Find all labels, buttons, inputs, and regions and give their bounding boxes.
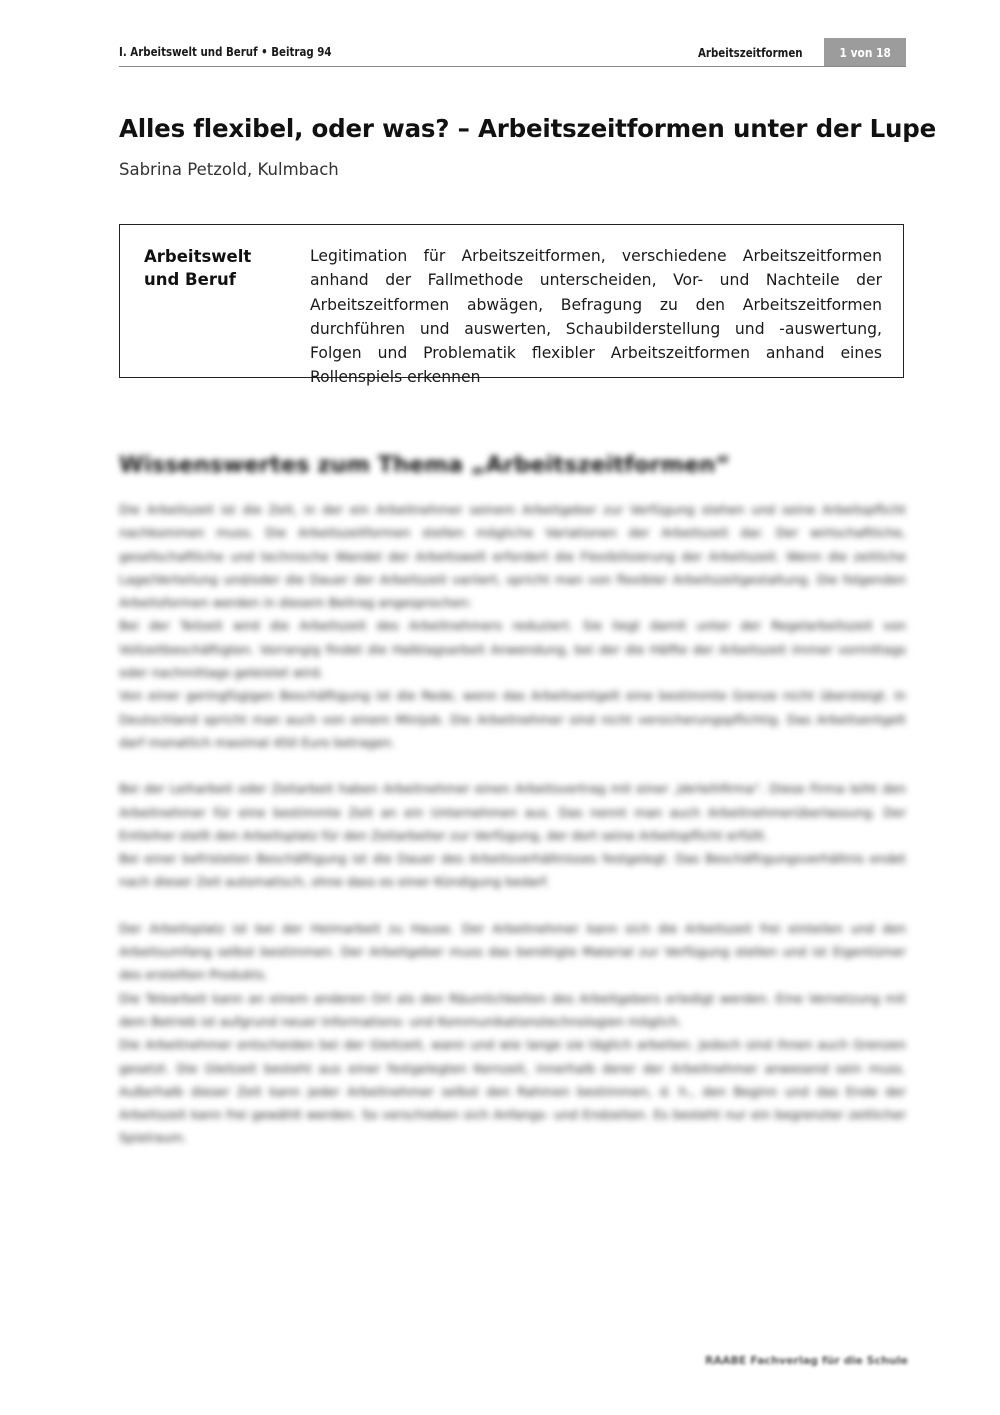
competency-box bbox=[119, 224, 904, 387]
page-counter-text: 1 von 18 bbox=[839, 44, 891, 60]
body-paragraph: Bei einer befristeten Beschäftigung ist die Dauer des Arbeitsverhältnisses festgelegt. Das Beschäftigungsverhältnis endet nach dieser Zeit automatisch, ohne dass es einer Kündigung bedarf. bbox=[119, 851, 906, 890]
publisher-footer: RAABE Fachverlag für die Schule bbox=[705, 1354, 908, 1367]
page-header bbox=[119, 38, 906, 67]
body-paragraph: Die Telearbeit kann an einem anderen Ort als den Räumlichkeiten des Arbeitgebers erledigt werden. Eine Vernetzung mit dem Betrieb ist aufgrund neuer Informations- und Kommunikationstechnologien möglich. bbox=[119, 990, 906, 1029]
body-paragraph: Der Arbeitsplatz ist bei der Heimarbeit zu Hause. Der Arbeitnehmer kann sich die Arbeitszeit frei einteilen und den Arbeitsumfang selbst bestimmen. Der Arbeitgeber muss das benötigte Material zur Verfügung stellen und ist Eigentümer des erstellten Produkts. bbox=[119, 920, 906, 983]
series-label: I. Arbeitswelt und Beruf • Beitrag 94 bbox=[119, 44, 332, 59]
body-paragraph: Bei der Leiharbeit oder Zeitarbeit haben Arbeitnehmer einen Arbeitsvertrag mit einer „Verleihfirma“. Diese Firma leiht den Arbeitnehmer für eine bestimmte Zeit an ein Unternehmen aus. Das nennt man auch Arbeitnehmerüberlassung. Der Entleiher stellt den Arbeitsplatz für den Zeitarbeiter zur Verfügung, der dort seine Arbeitspflicht erfüllt. bbox=[119, 781, 906, 843]
competency-area bbox=[144, 245, 284, 291]
body-paragraph: Von einer geringfügigen Beschäftigung ist die Rede, wenn das Arbeitsentgelt eine bestimmte Grenze nicht übersteigt. In Deutschland spricht man auch von einem Minijob. Die Arbeitnehmer sind nicht versicherungspflichtig. Das Arbeitsentgelt darf monatlich maximal 450 Euro betragen. bbox=[119, 688, 906, 750]
competency-area-line2: und Beruf bbox=[144, 270, 236, 289]
body-paragraph: Die Arbeitszeit ist die Zeit, in der ein Arbeitnehmer seinem Arbeitgeber zur Verfügung stehen und seine Arbeitspflicht nachkommen muss. Die Arbeitszeitformen stellen mögliche Variationen der Arbeitszeit dar. Der wirtschaftliche, gesellschaftliche und technische Wandel der Arbeitswelt erfordert die Flexibilisierung der Arbeitszeit. Wenn die zeitliche Lage/Verteilung und/oder die Dauer der Arbeitszeit variiert, spricht man von flexibler Arbeitszeitgestaltung. Die folgenden Arbeitsformen werden in diesem Beitrag angesprochen: bbox=[119, 502, 906, 611]
topic-label: Arbeitszeitformen bbox=[698, 45, 803, 60]
section-heading: Wissenswertes zum Thema „Arbeitszeitformen“ bbox=[119, 452, 731, 478]
competency-description: Legitimation für Arbeitszeitformen, verschiedene Arbeitszeitformen anhand der Fallmethode unterscheiden, Vor- und Nachteile der Arbeitszeitformen abwägen, Befragung zu den Arbeitszeitformen durchführen und auswerten, Schaubilderstellung und -auswertung, Folgen und Problematik flexibler Arbeitszeitformen anhand eines Rollenspiels erkennen bbox=[310, 247, 882, 387]
paragraph-gap bbox=[119, 894, 906, 917]
page-counter bbox=[824, 38, 906, 66]
author-line: Sabrina Petzold, Kulmbach bbox=[119, 160, 339, 179]
blurred-preview-section bbox=[119, 452, 906, 1150]
document-title: Alles flexibel, oder was? – Arbeitszeitformen unter der Lupe bbox=[119, 114, 936, 143]
competency-area-line1: Arbeitswelt bbox=[144, 247, 252, 266]
body-paragraph: Die Arbeitnehmer entscheiden bei der Gleitzeit, wann und wie lange sie täglich arbeiten. Jedoch sind ihnen auch Grenzen gesetzt. Die Gleitzeit besteht aus einer festgelegten Kernzeit, innerhalb derer der Arbeitnehmer anwesend sein muss. Außerhalb dieser Zeit kann jeder Arbeitnehmer selbst den Rahmen bestimmen, d. h., den Beginn und das Ende der Arbeitszeit kann frei gewählt werden. So verschieben sich Anfangs- und Endzeiten. Es besteht nur ein begrenzter zeitlicher Spielraum. bbox=[119, 1037, 906, 1146]
body-paragraph: Bei der Teilzeit wird die Arbeitszeit des Arbeitnehmers reduziert. Sie liegt damit unter der Regelarbeitszeit von Vollzeitbeschäftigten. Vorrangig findet die Halbtagsarbeit Anwendung, bei der die Hälfte der Arbeitszeit immer vormittags oder nachmittags geleistet wird. bbox=[119, 618, 906, 681]
paragraph-gap bbox=[119, 754, 906, 777]
